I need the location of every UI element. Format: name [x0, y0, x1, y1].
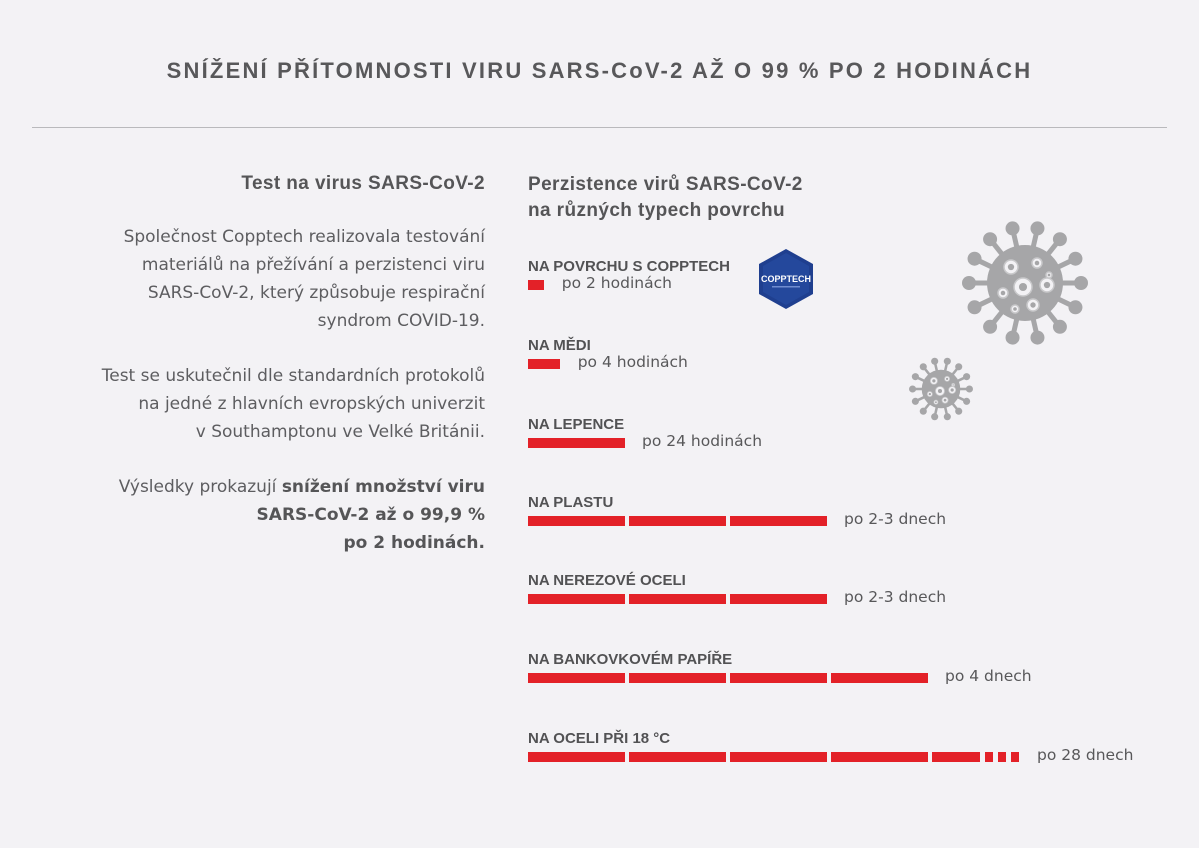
- chart-title: [528, 172, 803, 224]
- chart-title-line: Perzistence virů SARS-CoV-2: [528, 174, 803, 195]
- bar-segment: [528, 438, 625, 448]
- paragraph-line: Společnost Copptech realizovala testování: [123, 227, 485, 247]
- duration-label: po 28 dnech: [1037, 746, 1134, 764]
- surface-label: NA POVRCHU S COPPTECH: [528, 258, 730, 275]
- bar-segment: [998, 752, 1006, 762]
- paragraph-line: materiálů na přežívání a perzistenci viru: [141, 255, 485, 275]
- page-title: SNÍŽENÍ PŘÍTOMNOSTI VIRU SARS-CoV-2 AŽ O 99 % PO 2 HODINÁCH: [166, 58, 1033, 83]
- test-description: [30, 173, 485, 584]
- results-highlight: po 2 hodinách.: [343, 533, 485, 553]
- paragraph-line: syndrom COVID-19.: [317, 311, 485, 331]
- bar-segment: [831, 752, 928, 762]
- bar-segment: [528, 594, 625, 604]
- bar-segment: [629, 594, 726, 604]
- title-divider: [32, 127, 1167, 128]
- paragraph-line: [30, 473, 485, 501]
- coronavirus-icon-small: [908, 356, 974, 422]
- test-heading: Test na virus SARS-CoV-2: [241, 173, 485, 194]
- bar-segment: [730, 594, 827, 604]
- bar-segment: [528, 673, 625, 683]
- paragraph-protocol: [30, 362, 485, 446]
- bar-segment: [528, 359, 560, 369]
- paragraph-line: SARS-CoV-2, který způsobuje respirační: [147, 283, 485, 303]
- bar-segment: [730, 516, 827, 526]
- surface-label: NA PLASTU: [528, 494, 614, 511]
- surface-label: NA OCELI PŘI 18 °C: [528, 730, 671, 747]
- bar-segment: [730, 673, 827, 683]
- paragraph-results: [30, 473, 485, 557]
- bar-segment: [528, 752, 625, 762]
- duration-label: po 4 hodinách: [577, 353, 688, 371]
- badge-text: COPPTECH: [760, 274, 812, 284]
- results-highlight: snížení množství viru: [281, 477, 485, 497]
- results-highlight: SARS-CoV-2 až o 99,9 %: [256, 505, 485, 525]
- bar-segment: [528, 516, 625, 526]
- surface-label: NA MĚDI: [528, 337, 591, 354]
- duration-label: po 2 hodinách: [561, 274, 672, 292]
- results-prefix: Výsledky prokazují: [118, 477, 282, 497]
- chart-title-line: na různých typech povrchu: [528, 200, 786, 221]
- bar-segment: [831, 673, 928, 683]
- duration-label: po 2-3 dnech: [844, 510, 947, 528]
- paragraph-line: v Southamptonu ve Velké Británii.: [195, 422, 485, 442]
- coronavirus-icon-large: [960, 218, 1090, 348]
- duration-label: po 24 hodinách: [642, 432, 763, 450]
- paragraph-line: Test se uskutečnil dle standardních protokolů: [101, 366, 485, 386]
- duration-label: po 4 dnech: [945, 667, 1032, 685]
- copptech-logo-badge: [758, 248, 814, 310]
- bar-segment: [629, 752, 726, 762]
- bar-segment: [528, 280, 544, 290]
- bar-segment: [932, 752, 980, 762]
- paragraph-company: [30, 223, 485, 335]
- bar-segment: [629, 516, 726, 526]
- bar-segment: [985, 752, 993, 762]
- surface-label: NA NEREZOVÉ OCELI: [528, 572, 686, 589]
- paragraph-line: na jedné z hlavních evropských univerzit: [138, 394, 485, 414]
- duration-label: po 2-3 dnech: [844, 588, 947, 606]
- bar-segment: [1011, 752, 1019, 762]
- bar-segment: [730, 752, 827, 762]
- surface-label: NA LEPENCE: [528, 416, 625, 433]
- surface-label: NA BANKOVKOVÉM PAPÍŘE: [528, 651, 733, 668]
- bar-segment: [629, 673, 726, 683]
